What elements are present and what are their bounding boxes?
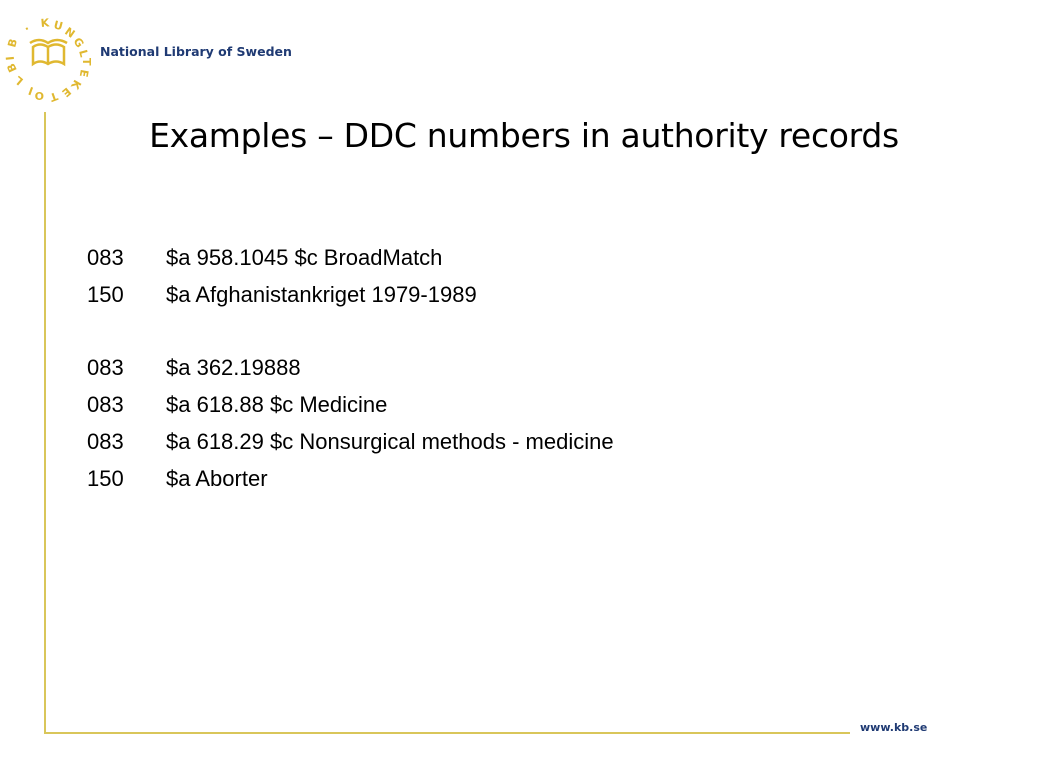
record-row	[87, 426, 614, 463]
svg-text:L: L	[12, 73, 26, 88]
authority-records	[87, 242, 614, 500]
svg-text:K: K	[40, 16, 50, 30]
svg-text:O: O	[34, 89, 44, 102]
record-content: $a 958.1045 $c BroadMatch	[166, 245, 443, 270]
vertical-accent-line	[44, 112, 46, 734]
record-tag: 150	[87, 466, 124, 491]
record-content: $a 618.29 $c Nonsurgical methods - medicine	[166, 429, 614, 454]
record-tag: 150	[87, 282, 124, 307]
svg-text:B: B	[4, 61, 20, 75]
svg-text:L: L	[76, 48, 91, 59]
record-row	[87, 279, 614, 316]
org-name: National Library of Sweden	[100, 44, 292, 59]
record-content: $a 618.88 $c Medicine	[166, 392, 388, 417]
svg-text:B: B	[5, 37, 21, 49]
svg-text:·: ·	[22, 22, 33, 36]
record-tag: 083	[87, 355, 124, 380]
record-row	[87, 463, 614, 500]
footer-url: www.kb.se	[860, 721, 928, 734]
horizontal-accent-line	[44, 732, 850, 734]
svg-text:T: T	[80, 58, 93, 66]
svg-text:N: N	[62, 24, 78, 41]
svg-text:G: G	[70, 35, 87, 51]
record-content: $a Afghanistankriget 1979-1989	[166, 282, 477, 307]
record-row	[87, 352, 614, 389]
group-gap	[87, 316, 614, 352]
svg-text:I: I	[3, 55, 17, 61]
svg-text:E: E	[59, 84, 74, 100]
record-tag: 083	[87, 392, 124, 417]
record-tag: 083	[87, 245, 124, 270]
svg-text:E: E	[76, 68, 91, 79]
record-tag: 083	[87, 429, 124, 454]
kb-logo	[3, 12, 93, 104]
slide-title: Examples – DDC numbers in authority records	[149, 116, 899, 155]
record-row	[87, 242, 614, 279]
record-content: $a Aborter	[166, 466, 268, 491]
svg-text:U: U	[52, 18, 65, 34]
record-content: $a 362.19888	[166, 355, 301, 380]
svg-text:T: T	[47, 89, 60, 104]
svg-text:K: K	[68, 77, 84, 92]
svg-text:I: I	[26, 83, 36, 98]
record-row	[87, 389, 614, 426]
